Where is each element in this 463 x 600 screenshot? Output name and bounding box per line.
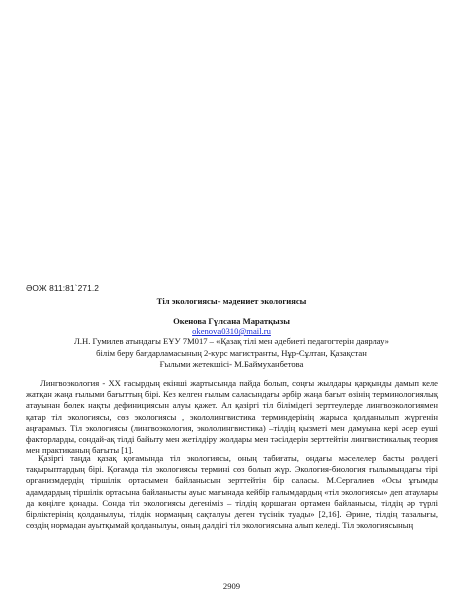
affiliation-line-1: Л.Н. Гумилев атындағы ЕҰУ 7М017 – «Қазақ тілі мен әдебиеті педагогтерін даярлау» bbox=[74, 336, 389, 346]
supervisor: Ғылыми жетекшісі- М.Баймуханбетова bbox=[159, 359, 304, 369]
page-number: 2909 bbox=[222, 581, 241, 591]
article-title: Тіл экологиясы- мәдениет экологиясы bbox=[156, 296, 307, 306]
affiliation-line-2: білім беру бағдарламасының 2-курс магистранты, Нұр-Сұлтан, Қазақстан bbox=[96, 348, 367, 358]
author-email-link[interactable]: okenova0310@mail.ru bbox=[192, 326, 271, 336]
author-name: Окенова Гүлсана Маратқызы bbox=[173, 316, 290, 326]
body-paragraph-1: Лингвоэкология - ХХ ғасырдың екінші жартысында пайда болып, соңғы жылдары қарқынды дамып келе жатқан жаңа ғылыми бағыттың бірі. Кез келген ғылым саласындағы әрбір жаңа бағыт өзінің терминологиялық атауынан бөлек нақты дефинициясын алуы қажет. Ал қазіргі тіл білімідегі зерттеулерде лингвоэкологиямен қатар тіл экологиясы, сөз экологиясы , экололингвистика терминдерінің жарыса қолданылып жүргенін аңғарамыз. Тіл экологиясы (лингвоэкология, экололингвистика) –тілдің қызметі мен дамуына кері әсер еуші факторларды, сондай-ақ тілді байыту мен жетілдіру жолдары мен тәсілдерін зерттейтін лингвистикалық теория мен практиканың бағыты [1]. bbox=[26, 378, 438, 456]
body-paragraph-2: Қазіргі таңда қазақ қоғамында тіл экологиясы, оның табиғаты, ондағы мәселелер басты рөлдегі тақырыптардың бірі. Қоғамда тіл экологиясы термині сөз болып жүр. Экология-биология ғылымындағы тірі организмдердің тіршілік ортасымен байланысын зерттейтін бір саласы. М.Сергалиев «Осы ұғымды адамдардың тіршілік ортасына байланысты ауыс мағынада кейбір ғалымдардың «тіл экологиясы» деп атаулары да көңілге қонады. Сонда тіл экологиясы дегеніміз – тілдің қоршаған ортамен байланысы, тілдің әр түрлі бірліктерінің қолданылуы, тілдік нормаңың сақталуы деген түсінік туады» [2,16]. Әрине, тілдің тазалығы, сөздің нормадан ауытқымай қолданылуы, оның дәлдігі тіл экологиясына алып келеді. Тіл экологиясының bbox=[26, 453, 438, 531]
udk-code: ӘОЖ 811:81`271.2 bbox=[26, 283, 100, 293]
